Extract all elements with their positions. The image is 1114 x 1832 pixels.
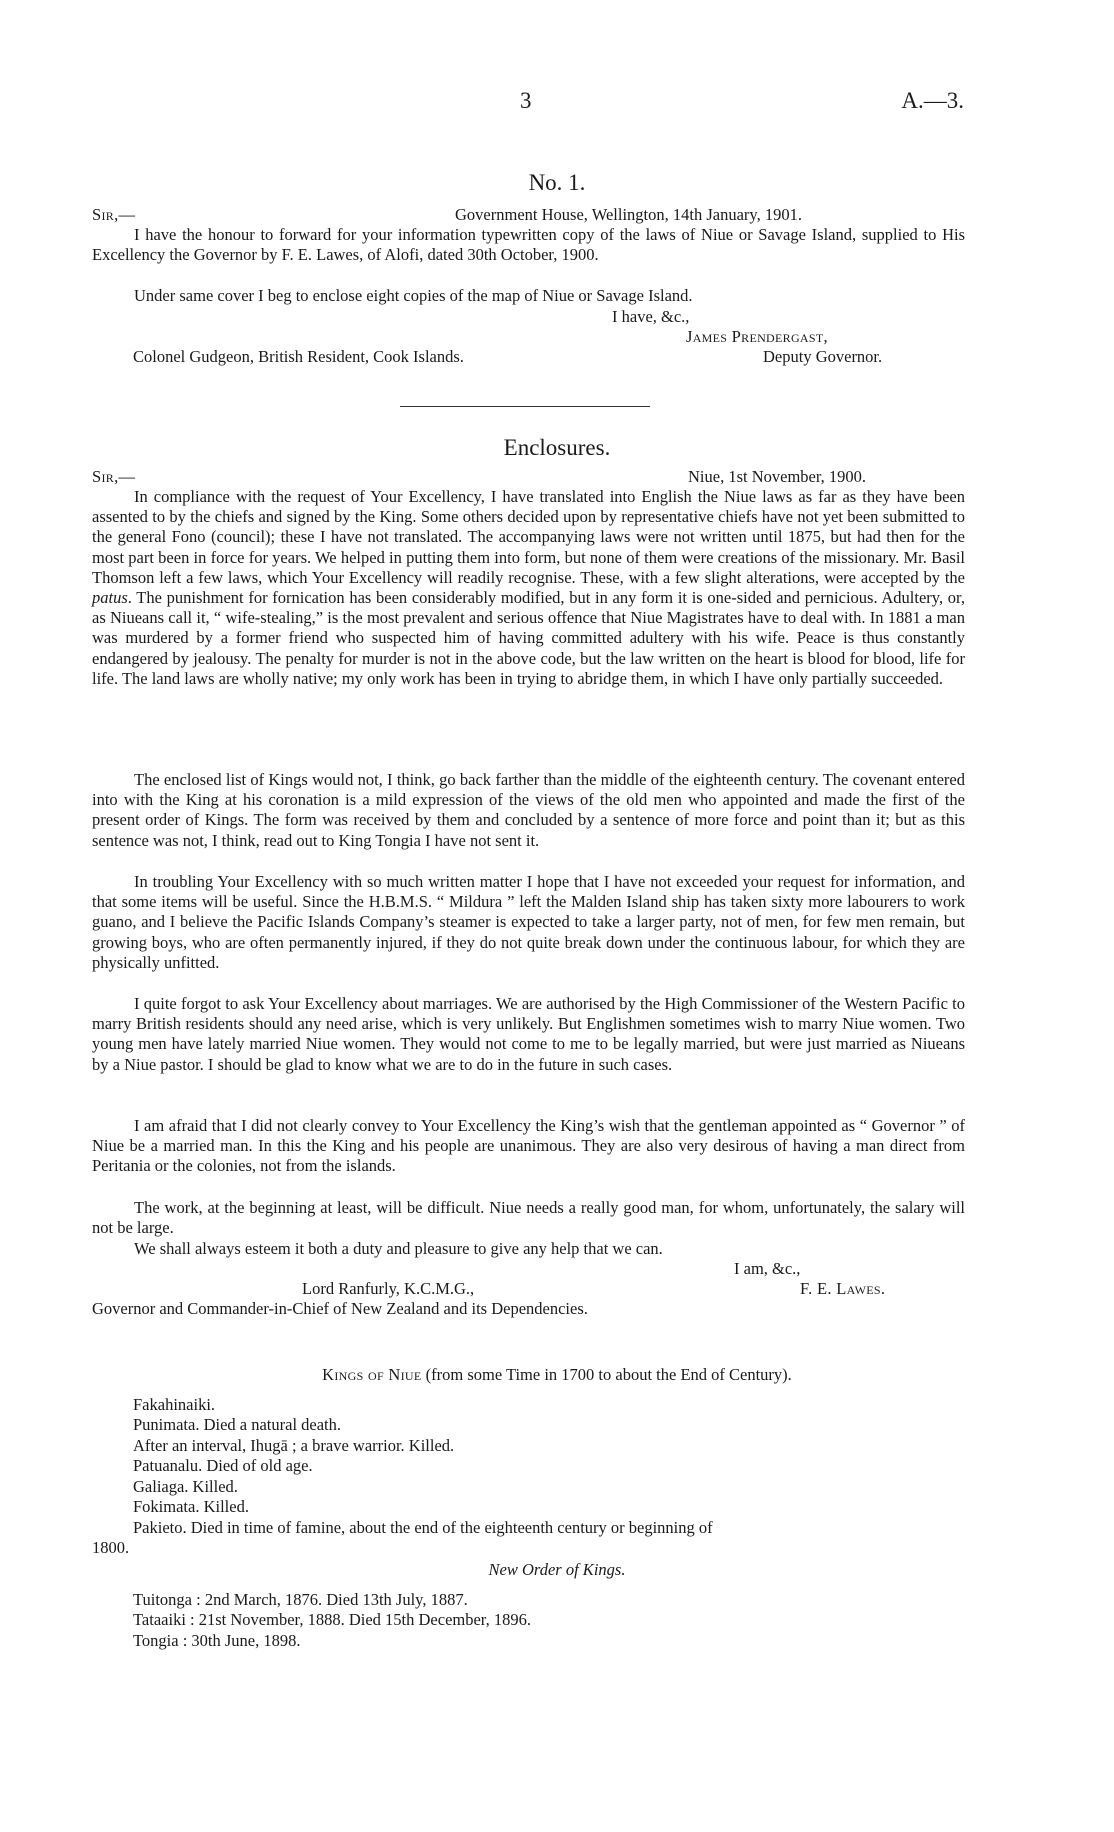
page-number: 3 <box>520 88 532 113</box>
enclosures-title: Enclosures. <box>503 435 611 460</box>
enclosure-paragraph-4: I quite forgot to ask Your Excellency about marriages. We are authorised by the High Commissioner of the Western Pacific to marry British residents should any need arise, which is very unlikely. But Englishmen sometimes wish to marry Niue women. Two young men have lately married Niue women. They would not come to me to be legally married, but were just married as Niueans by a Niue pastor. I should be glad to know what we are to do in the future in such cases. <box>92 994 965 1074</box>
letter1-paragraph-2: Under same cover I beg to enclose eight copies of the map of Niue or Savage Island. <box>134 286 693 305</box>
king-entry: After an interval, Ihugā ; a brave warrior. Killed. <box>133 1436 455 1455</box>
letter1-signature: James Prendergast, <box>686 327 828 346</box>
kings-title-rest: (from some Time in 1700 to about the End of Century). <box>421 1365 792 1384</box>
enclosure-salutation: Sir,— <box>92 467 136 486</box>
letter1-salutation: Sir,— <box>92 205 136 224</box>
enclosure-closing: I am, &c., <box>734 1259 801 1278</box>
letter1-addressee: Colonel Gudgeon, British Resident, Cook Islands. <box>133 347 464 366</box>
enclosure-paragraph-5: I am afraid that I did not clearly convey to Your Excellency the King’s wish that the gentleman appointed as “ Governor ” of Niue be a married man. In this the King and his people are unanimous. They are also very desirous of having a man direct from Peritania or the colonies, not from the islands. <box>92 1116 965 1176</box>
letter1-signatory-title: Deputy Governor. <box>763 347 883 366</box>
king-entry: Fakahinaiki. <box>133 1395 216 1414</box>
italic-term: patus <box>92 588 128 608</box>
letter1-closing: I have, &c., <box>612 307 690 326</box>
new-order-entry: Tataaiki : 21st November, 1888. Died 15th December, 1896. <box>133 1610 532 1629</box>
enclosure-paragraph-7: We shall always esteem it both a duty and pleasure to give any help that we can. <box>134 1239 663 1258</box>
enclosure-paragraph-2: The enclosed list of Kings would not, I think, go back farther than the middle of the eighteenth century. The covenant entered into with the King at his coronation is a mild expression of the views of the old men who appointed and made the first of the present order of Kings. The form was received by them and concluded by a sentence of more force and point than it; but as this sentence was not, I think, read out to King Tongia I have not sent it. <box>92 770 965 850</box>
king-entry: Galiaga. Killed. <box>133 1477 238 1496</box>
enclosure-place-date: Niue, 1st November, 1900. <box>688 467 867 486</box>
new-order-entry: Tongia : 30th June, 1898. <box>133 1631 301 1650</box>
document-reference: A.—3. <box>901 88 964 113</box>
king-entry: Punimata. Died a natural death. <box>133 1415 342 1434</box>
new-order-entry: Tuitonga : 2nd March, 1876. Died 13th July, 1887. <box>133 1590 468 1609</box>
enclosure-signature: F. E. Lawes. <box>800 1279 886 1298</box>
letter-number-title: No. 1. <box>528 170 586 195</box>
king-entry-continuation: 1800. <box>92 1538 130 1557</box>
paragraph-text: In compliance with the request of Your Excellency, I have translated into English the Niue laws as far as they have been assented to by the chiefs and signed by the King. Some others decided upon by representative chiefs have not yet been submitted to the general Fono (council); these I have not translated. The accompanying laws were not written until 1875, but had then for the most part been in force for years. We helped in putting them into form, but none of them were creations of the missionary. Mr. Basil Thomson left a few laws, which Your Excellency will readily recognise. These, with a few slight alterations, were accepted by the <box>92 487 965 587</box>
king-entry: Pakieto. Died in time of famine, about the end of the eighteenth century or beginning of <box>133 1518 713 1537</box>
king-entry: Patuanalu. Died of old age. <box>133 1456 313 1475</box>
enclosure-paragraph-6: The work, at the beginning at least, will be difficult. Niue needs a really good man, for whom, unfortunately, the salary will not be large. <box>92 1198 965 1238</box>
section-divider <box>400 406 650 407</box>
enclosure-addressee-name: Lord Ranfurly, K.C.M.G., <box>302 1279 475 1298</box>
paragraph-text: . The punishment for fornication has been considerably modified, but in any form it is one-sided and pernicious. Adultery, or, as Niueans call it, “ wife-stealing,” is the most prevalent and serious offence that Niue Magistrates have to deal with. In 1881 a man was murdered by a former friend who suspected him of having committed adultery with his wife. Peace is thus constantly endangered by jealousy. The penalty for murder is not in the above code, but the law written on the heart is blood for blood, life for life. The land laws are wholly native; my only work has been in trying to abridge them, in which I have only partially succeeded. <box>92 588 965 688</box>
letter1-address-date: Government House, Wellington, 14th January, 1901. <box>455 205 802 224</box>
enclosure-addressee-title: Governor and Commander-in-Chief of New Zealand and its Dependencies. <box>92 1299 588 1318</box>
kings-title-caps: Kings of Niue <box>322 1365 422 1384</box>
king-entry: Fokimata. Killed. <box>133 1497 249 1516</box>
kings-list-title <box>0 1365 1114 1385</box>
letter1-paragraph-1: I have the honour to forward for your information typewritten copy of the laws of Niue or Savage Island, supplied to His Excellency the Governor by F. E. Lawes, of Alofi, dated 30th October, 1900. <box>92 225 965 265</box>
new-order-title: New Order of Kings. <box>488 1560 626 1579</box>
enclosure-paragraph-3: In troubling Your Excellency with so much written matter I hope that I have not exceeded your request for information, and that some items will be useful. Since the H.B.M.S. “ Mildura ” left the Malden Island ship has taken sixty more labourers to work guano, and I believe the Pacific Islands Company’s steamer is expected to take a larger party, not of men, for few men remain, but growing boys, who are often permanently injured, if they do not quite break down under the continuous labour, for which they are physically unfitted. <box>92 872 965 972</box>
enclosure-paragraph-1 <box>92 487 965 689</box>
